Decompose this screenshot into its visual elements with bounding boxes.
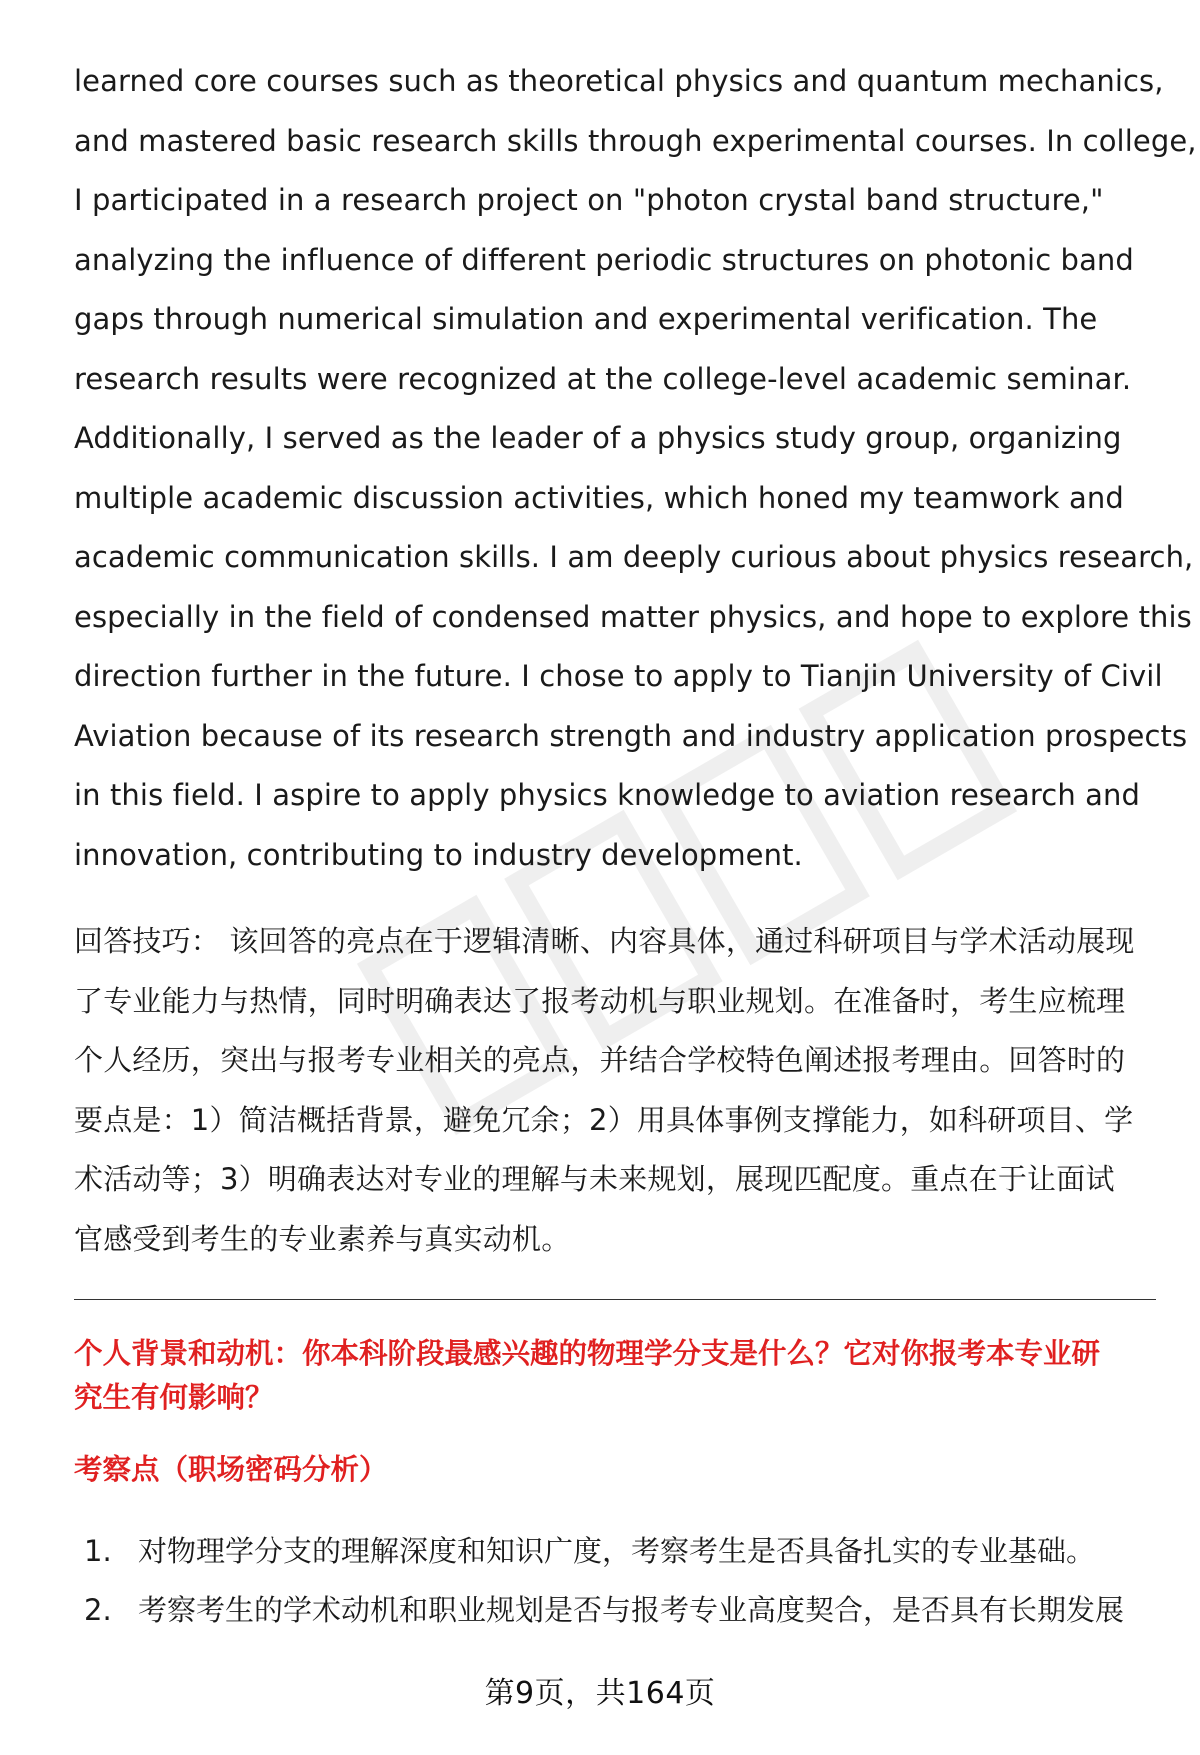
paragraph-line: Aviation because of its research strength and industry application prospects [74, 718, 1188, 753]
question-line: 究生有何影响？ [74, 1381, 274, 1414]
assessment-points-heading: 考察点（职场密码分析） [74, 1453, 388, 1486]
answer-tips [74, 912, 1156, 1269]
assessment-points-list [74, 1522, 1156, 1640]
paragraph-line: research results were recognized at the college-level academic seminar. [74, 361, 1132, 396]
paragraph-line: learned core courses such as theoretical physics and quantum mechanics, [74, 64, 1164, 98]
section-divider [74, 1299, 1156, 1300]
tips-line: 要点是：1）简洁概括背景，避免冗余；2）用具体事例支撑能力，如科研项目、学 [74, 1102, 1134, 1137]
tips-line: 术活动等；3）明确表达对专业的理解与未来规划，展现匹配度。重点在于让面试 [74, 1162, 1115, 1196]
question-line: 个人背景和动机：你本科阶段最感兴趣的物理学分支是什么？它对你报考本专业研 [74, 1337, 1101, 1370]
tips-line: 回答技巧： 该回答的亮点在于逻辑清晰、内容具体，通过科研项目与学术活动展现 [74, 924, 1135, 958]
tips-line: 官感受到考生的专业素养与真实动机。 [74, 1221, 571, 1256]
list-item-number: 2. [84, 1593, 112, 1627]
question-heading [74, 1332, 1156, 1420]
paragraph-line: direction further in the future. I chose to apply to Tianjin University of Civil [74, 659, 1163, 693]
paragraph-line: analyzing the influence of different periodic structures on photonic band [74, 242, 1134, 277]
list-item [84, 1522, 1156, 1581]
paragraph-line: gaps through numerical simulation and experimental verification. The [74, 302, 1098, 336]
list-item-number: 1. [84, 1534, 112, 1568]
paragraph-line: multiple academic discussion activities, which honed my teamwork and [74, 480, 1124, 515]
paragraph-line: especially in the field of condensed matter physics, and hope to explore this [74, 599, 1192, 634]
tips-line: 了专业能力与热情，同时明确表达了报考动机与职业规划。在准备时，考生应梳理 [74, 983, 1126, 1018]
paragraph-line: I participated in a research project on "photon crystal band structure," [74, 183, 1104, 217]
list-item-text: 考察考生的学术动机和职业规划是否与报考专业高度契合，是否具有长期发展 [138, 1593, 1125, 1627]
paragraph-line: and mastered basic research skills through experimental courses. In college, [74, 123, 1197, 158]
list-item-text: 对物理学分支的理解深度和知识广度，考察考生是否具备扎实的专业基础。 [138, 1534, 1096, 1568]
paragraph-line: Additionally, I served as the leader of a physics study group, organizing [74, 421, 1122, 455]
answer-paragraph [74, 52, 1197, 885]
list-item [84, 1581, 1156, 1640]
paragraph-line: innovation, contributing to industry development. [74, 837, 803, 872]
page-number-footer: 第9页，共164页 [484, 1676, 716, 1711]
paragraph-line: in this field. I aspire to apply physics knowledge to aviation research and [74, 778, 1141, 812]
paragraph-line: academic communication skills. I am deeply curious about physics research, [74, 540, 1194, 574]
page-content [74, 52, 1197, 1656]
tips-line: 个人经历，突出与报考专业相关的亮点，并结合学校特色阐述报考理由。回答时的 [74, 1043, 1126, 1077]
